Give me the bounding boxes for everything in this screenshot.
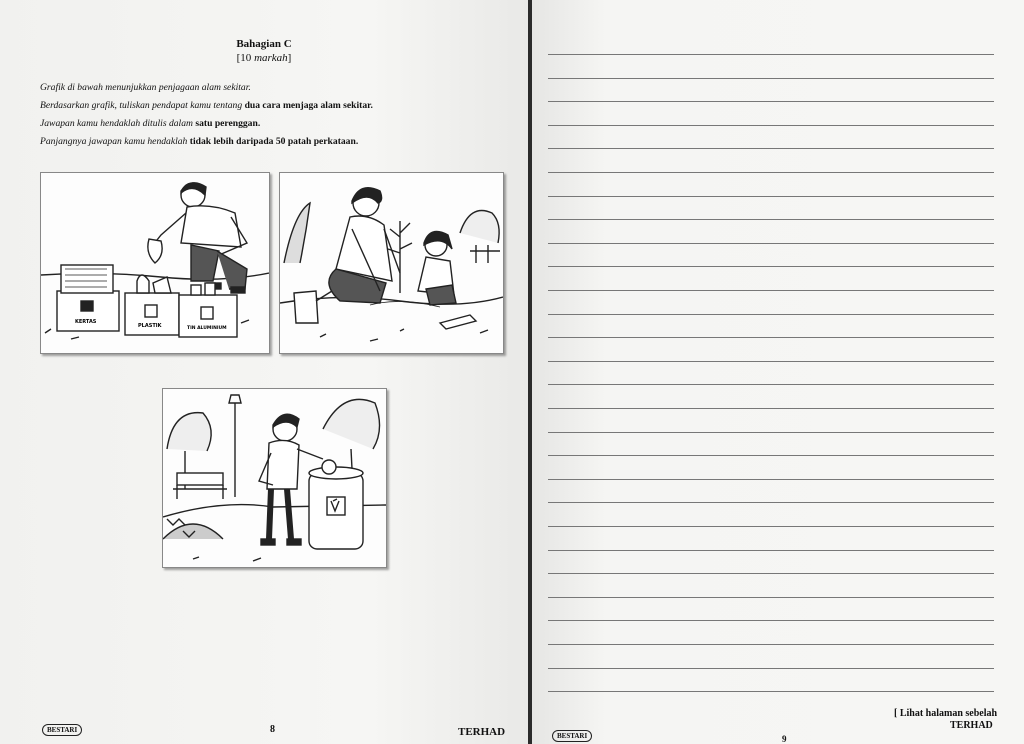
answer-line (548, 691, 994, 692)
answer-line (548, 148, 994, 149)
answer-line (548, 644, 994, 645)
turn-over-note: [ Lihat halaman sebelah (894, 708, 998, 719)
answer-line (548, 479, 994, 480)
planting-picture (279, 172, 504, 354)
answer-line (548, 101, 994, 102)
answer-line (548, 290, 994, 291)
bin-label-paper: KERTAS (75, 319, 97, 325)
right-page (532, 0, 1024, 744)
answer-line (548, 78, 994, 79)
answer-line (548, 668, 994, 669)
answer-line (548, 620, 994, 621)
answer-line (548, 384, 994, 385)
publisher-logo: BESTARI (552, 730, 592, 742)
answer-line (548, 54, 994, 55)
answer-line (548, 314, 994, 315)
answer-line (548, 550, 994, 551)
answer-line (548, 573, 994, 574)
answer-line (548, 455, 994, 456)
answer-line (548, 526, 994, 527)
classification-left: TERHAD (458, 726, 506, 738)
bin-label-tin: TIN ALUMINIUM (187, 326, 227, 331)
answer-line (548, 432, 994, 433)
classification-right: TERHAD (950, 720, 993, 731)
page-number-left: 8 (270, 724, 275, 735)
bin-label-plastic: PLASTIK (138, 323, 162, 329)
answer-line (548, 408, 994, 409)
instruction-line-2: Berdasarkan grafik, tuliskan pendapat kamu tentang dua cara menjaga alam sekitar. (40, 100, 373, 111)
recycling-illustration (41, 173, 269, 353)
answer-line (548, 219, 994, 220)
answer-line (548, 361, 994, 362)
planting-illustration (280, 173, 503, 353)
answer-line (548, 266, 994, 267)
answer-line (548, 125, 994, 126)
marks-label: [10 markah] (236, 52, 292, 64)
answer-line (548, 243, 994, 244)
page-number-right: 9 (782, 734, 787, 744)
answer-line (548, 502, 994, 503)
recycling-picture (40, 172, 270, 354)
rubbish-bin-illustration (163, 389, 386, 567)
answer-line (548, 172, 994, 173)
section-title: Bahagian C (236, 38, 292, 50)
instruction-line-4: Panjangnya jawapan kamu hendaklah tidak lebih daripada 50 patah perkataan. (40, 136, 359, 147)
answer-line (548, 597, 994, 598)
rubbish-bin-picture (162, 388, 387, 568)
instruction-line-3: Jawapan kamu hendaklah ditulis dalam satu perenggan. (40, 118, 261, 129)
instruction-line-1: Grafik di bawah menunjukkan penjagaan alam sekitar. (40, 82, 251, 93)
publisher-logo: BESTARI (42, 724, 82, 736)
answer-line (548, 337, 994, 338)
answer-line (548, 196, 994, 197)
